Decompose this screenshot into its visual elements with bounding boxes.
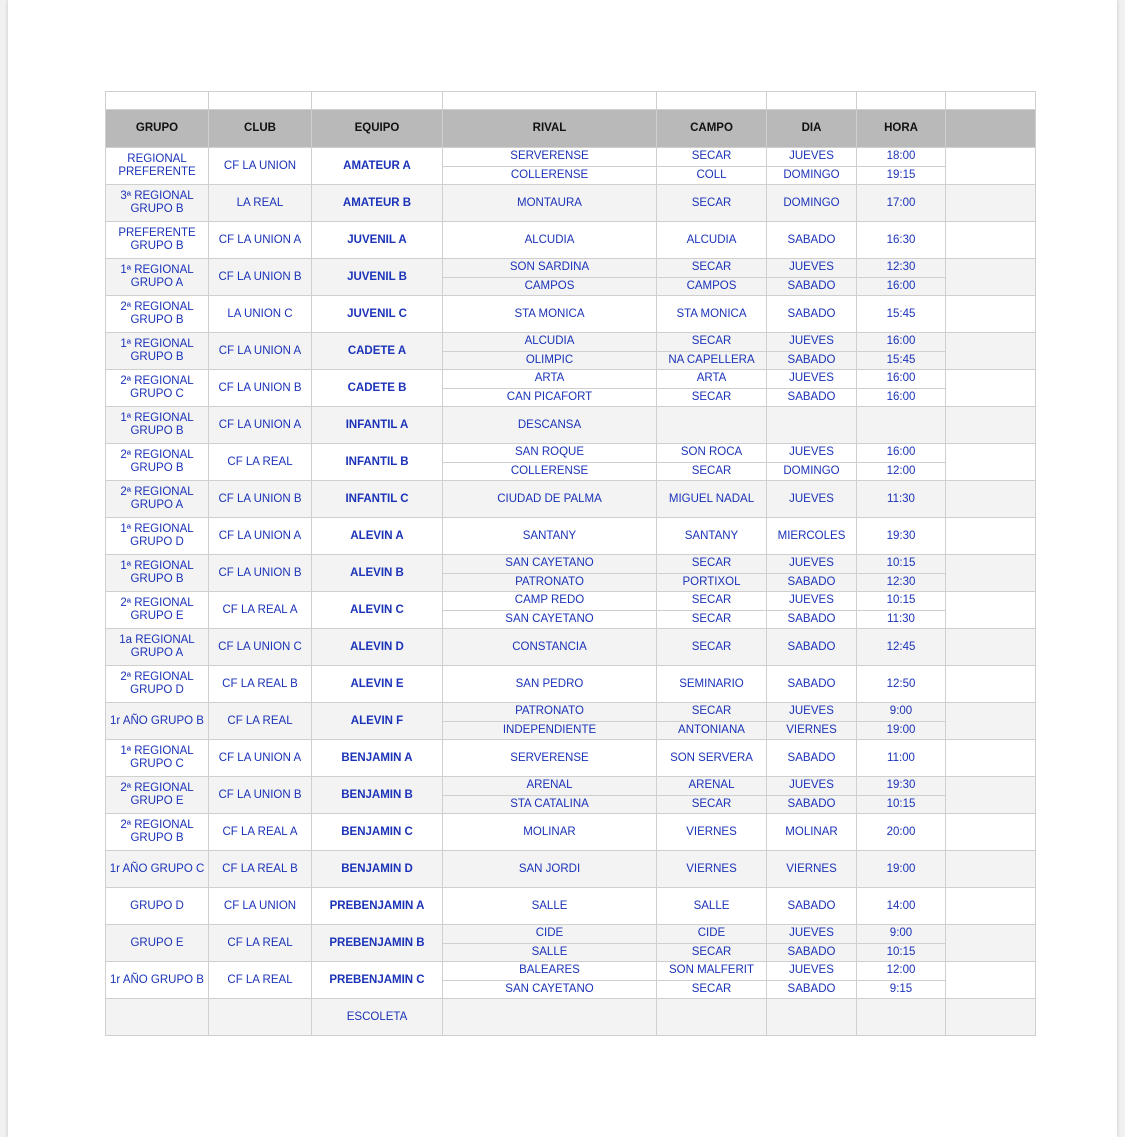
equipo-cell: CADETE A	[312, 333, 443, 370]
hora-cell: 11:30	[857, 481, 946, 518]
grupo-cell: 2ª REGIONAL GRUPO B	[106, 296, 209, 333]
dia-cell: JUEVES	[767, 703, 857, 722]
grupo-cell: 2ª REGIONAL GRUPO E	[106, 592, 209, 629]
equipo-cell: ALEVIN F	[312, 703, 443, 740]
blank-cell	[767, 92, 857, 110]
dia-cell: JUEVES	[767, 370, 857, 389]
blank-cell	[857, 999, 946, 1036]
equipo-cell: JUVENIL A	[312, 222, 443, 259]
campo-cell: MIGUEL NADAL	[657, 481, 767, 518]
rival-cell: BALEARES	[443, 962, 657, 981]
rival-cell: SAN PEDRO	[443, 666, 657, 703]
dia-cell: SABADO	[767, 629, 857, 666]
club-cell: CF LA UNION B	[209, 555, 312, 592]
dia-cell	[767, 407, 857, 444]
grupo-cell: 1a REGIONAL GRUPO A	[106, 629, 209, 666]
dia-cell: JUEVES	[767, 148, 857, 167]
equipo-cell: ALEVIN E	[312, 666, 443, 703]
grupo-cell: 2ª REGIONAL GRUPO D	[106, 666, 209, 703]
hora-cell: 9:00	[857, 925, 946, 944]
dia-cell: JUEVES	[767, 555, 857, 574]
club-cell: CF LA UNION A	[209, 407, 312, 444]
extra-cell	[946, 666, 1036, 703]
table-row	[106, 555, 1036, 574]
extra-cell	[946, 481, 1036, 518]
hora-cell: 19:15	[857, 166, 946, 185]
campo-cell: SECAR	[657, 592, 767, 611]
rival-cell: ARTA	[443, 370, 657, 389]
extra-cell	[946, 777, 1036, 814]
equipo-cell: ALEVIN B	[312, 555, 443, 592]
club-cell: CF LA REAL B	[209, 851, 312, 888]
dia-cell: VIERNES	[767, 851, 857, 888]
table-row	[106, 481, 1036, 518]
hora-cell: 10:15	[857, 795, 946, 814]
rival-cell: ALCUDIA	[443, 333, 657, 352]
rival-cell: ARENAL	[443, 777, 657, 796]
club-cell: CF LA UNION B	[209, 777, 312, 814]
club-cell: CF LA REAL	[209, 444, 312, 481]
hora-cell: 19:30	[857, 518, 946, 555]
rival-cell: INDEPENDIENTE	[443, 721, 657, 740]
table-row	[106, 518, 1036, 555]
campo-cell: SECAR	[657, 148, 767, 167]
table-row	[106, 444, 1036, 463]
dia-cell: JUEVES	[767, 333, 857, 352]
equipo-cell: ALEVIN D	[312, 629, 443, 666]
table-row	[106, 629, 1036, 666]
hora-cell: 11:30	[857, 610, 946, 629]
blank-cell	[767, 999, 857, 1036]
rival-cell: SAN CAYETANO	[443, 555, 657, 574]
club-cell: CF LA REAL A	[209, 592, 312, 629]
table-row	[106, 222, 1036, 259]
club-cell: CF LA UNION B	[209, 259, 312, 296]
rival-cell: CAN PICAFORT	[443, 388, 657, 407]
extra-cell	[946, 333, 1036, 370]
dia-cell: JUEVES	[767, 777, 857, 796]
equipo-cell: PREBENJAMIN B	[312, 925, 443, 962]
campo-cell: ALCUDIA	[657, 222, 767, 259]
equipo-cell: CADETE B	[312, 370, 443, 407]
rival-cell: CAMP REDO	[443, 592, 657, 611]
equipo-cell: JUVENIL B	[312, 259, 443, 296]
hora-cell: 15:45	[857, 296, 946, 333]
schedule-table	[105, 91, 1036, 1036]
rival-cell: SAN CAYETANO	[443, 980, 657, 999]
dia-cell: SABADO	[767, 351, 857, 370]
hora-cell: 10:15	[857, 555, 946, 574]
hora-cell: 19:00	[857, 851, 946, 888]
rival-cell: MONTAURA	[443, 185, 657, 222]
hora-cell: 16:00	[857, 370, 946, 389]
campo-cell: SECAR	[657, 980, 767, 999]
rival-cell: COLLERENSE	[443, 462, 657, 481]
grupo-cell: 1ª REGIONAL GRUPO B	[106, 407, 209, 444]
header-extra	[946, 110, 1036, 148]
rival-cell: SAN ROQUE	[443, 444, 657, 463]
hora-cell	[857, 407, 946, 444]
campo-cell: VIERNES	[657, 814, 767, 851]
table-row	[106, 592, 1036, 611]
club-cell: CF LA UNION C	[209, 629, 312, 666]
campo-cell: ARTA	[657, 370, 767, 389]
hora-cell: 18:00	[857, 148, 946, 167]
extra-cell	[946, 296, 1036, 333]
dia-cell: SABADO	[767, 222, 857, 259]
dia-cell: SABADO	[767, 795, 857, 814]
extra-cell	[946, 888, 1036, 925]
extra-cell	[946, 629, 1036, 666]
campo-cell: SECAR	[657, 333, 767, 352]
table-row	[106, 925, 1036, 944]
grupo-cell: 1r AÑO GRUPO C	[106, 851, 209, 888]
hora-cell: 16:00	[857, 277, 946, 296]
club-cell: CF LA REAL	[209, 925, 312, 962]
hora-cell: 12:50	[857, 666, 946, 703]
blank-cell	[443, 999, 657, 1036]
dia-cell: JUEVES	[767, 592, 857, 611]
blank-cell	[857, 92, 946, 110]
hora-cell: 16:00	[857, 444, 946, 463]
table-row	[106, 185, 1036, 222]
equipo-cell: BENJAMIN D	[312, 851, 443, 888]
equipo-cell: PREBENJAMIN C	[312, 962, 443, 999]
campo-cell: NA CAPELLERA	[657, 351, 767, 370]
rival-cell: COLLERENSE	[443, 166, 657, 185]
grupo-cell: PREFERENTE GRUPO B	[106, 222, 209, 259]
club-cell: LA UNION C	[209, 296, 312, 333]
campo-cell: SECAR	[657, 703, 767, 722]
equipo-cell: BENJAMIN A	[312, 740, 443, 777]
grupo-cell: GRUPO D	[106, 888, 209, 925]
equipo-cell: ALEVIN A	[312, 518, 443, 555]
rival-cell: CAMPOS	[443, 277, 657, 296]
rival-cell: CIUDAD DE PALMA	[443, 481, 657, 518]
campo-cell: SON MALFERIT	[657, 962, 767, 981]
table-row	[106, 148, 1036, 167]
equipo-cell: ALEVIN C	[312, 592, 443, 629]
extra-cell	[946, 222, 1036, 259]
extra-cell	[946, 148, 1036, 185]
club-cell: CF LA REAL	[209, 703, 312, 740]
equipo-cell: AMATEUR A	[312, 148, 443, 185]
club-cell: CF LA UNION A	[209, 518, 312, 555]
dia-cell: VIERNES	[767, 721, 857, 740]
extra-cell	[946, 851, 1036, 888]
campo-cell: SECAR	[657, 259, 767, 278]
club-cell: CF LA REAL B	[209, 666, 312, 703]
campo-cell: SECAR	[657, 610, 767, 629]
campo-cell: SECAR	[657, 629, 767, 666]
table-row	[106, 851, 1036, 888]
campo-cell: SECAR	[657, 795, 767, 814]
header-campo: CAMPO	[657, 110, 767, 148]
hora-cell: 9:15	[857, 980, 946, 999]
extra-cell	[946, 740, 1036, 777]
equipo-cell: INFANTIL B	[312, 444, 443, 481]
table-row	[106, 370, 1036, 389]
equipo-cell: INFANTIL C	[312, 481, 443, 518]
club-cell: CF LA REAL	[209, 962, 312, 999]
extra-cell	[946, 444, 1036, 481]
dia-cell: JUEVES	[767, 481, 857, 518]
table-row	[106, 296, 1036, 333]
grupo-cell: 1ª REGIONAL GRUPO B	[106, 555, 209, 592]
extra-cell	[946, 555, 1036, 592]
header-dia: DIA	[767, 110, 857, 148]
grupo-cell: 2ª REGIONAL GRUPO E	[106, 777, 209, 814]
hora-cell: 12:30	[857, 259, 946, 278]
table-row	[106, 740, 1036, 777]
hora-cell: 16:30	[857, 222, 946, 259]
hora-cell: 9:00	[857, 703, 946, 722]
extra-cell	[946, 592, 1036, 629]
grupo-cell: 2ª REGIONAL GRUPO C	[106, 370, 209, 407]
table-row	[106, 407, 1036, 444]
rival-cell: SAN JORDI	[443, 851, 657, 888]
header-rival: RIVAL	[443, 110, 657, 148]
hora-cell: 12:00	[857, 462, 946, 481]
campo-cell: ANTONIANA	[657, 721, 767, 740]
dia-cell: SABADO	[767, 388, 857, 407]
dia-cell: SABADO	[767, 666, 857, 703]
dia-cell: SABADO	[767, 277, 857, 296]
campo-cell: STA MONICA	[657, 296, 767, 333]
grupo-cell: 2ª REGIONAL GRUPO B	[106, 814, 209, 851]
rival-cell: CONSTANCIA	[443, 629, 657, 666]
table-row	[106, 888, 1036, 925]
rival-cell: PATRONATO	[443, 703, 657, 722]
dia-cell: SABADO	[767, 888, 857, 925]
campo-cell: SEMINARIO	[657, 666, 767, 703]
hora-cell: 11:00	[857, 740, 946, 777]
rival-cell: SALLE	[443, 888, 657, 925]
extra-cell	[946, 925, 1036, 962]
hora-cell: 16:00	[857, 333, 946, 352]
grupo-cell: 3ª REGIONAL GRUPO B	[106, 185, 209, 222]
hora-cell: 20:00	[857, 814, 946, 851]
campo-cell: SECAR	[657, 943, 767, 962]
dia-cell: SABADO	[767, 980, 857, 999]
extra-cell	[946, 407, 1036, 444]
club-cell: CF LA UNION A	[209, 333, 312, 370]
hora-cell: 12:45	[857, 629, 946, 666]
campo-cell: PORTIXOL	[657, 573, 767, 592]
blank-cell	[443, 92, 657, 110]
rival-cell: SERVERENSE	[443, 740, 657, 777]
club-cell: CF LA REAL A	[209, 814, 312, 851]
header-equipo: EQUIPO	[312, 110, 443, 148]
schedule-body	[106, 92, 1036, 1036]
grupo-cell: 2ª REGIONAL GRUPO B	[106, 444, 209, 481]
dia-cell: DOMINGO	[767, 462, 857, 481]
campo-cell: SALLE	[657, 888, 767, 925]
grupo-cell: 1r AÑO GRUPO B	[106, 962, 209, 999]
blank-cell	[657, 92, 767, 110]
dia-cell: JUEVES	[767, 962, 857, 981]
hora-cell: 17:00	[857, 185, 946, 222]
hora-cell: 14:00	[857, 888, 946, 925]
rival-cell: PATRONATO	[443, 573, 657, 592]
hora-cell: 15:45	[857, 351, 946, 370]
campo-cell: SON SERVERA	[657, 740, 767, 777]
header-row	[106, 110, 1036, 148]
campo-cell: SANTANY	[657, 518, 767, 555]
grupo-cell: REGIONAL PREFERENTE	[106, 148, 209, 185]
dia-cell: MOLINAR	[767, 814, 857, 851]
equipo-cell: AMATEUR B	[312, 185, 443, 222]
campo-cell: ARENAL	[657, 777, 767, 796]
dia-cell: MIERCOLES	[767, 518, 857, 555]
header-club: CLUB	[209, 110, 312, 148]
extra-cell	[946, 814, 1036, 851]
blank-cell	[106, 92, 209, 110]
campo-cell: SECAR	[657, 185, 767, 222]
dia-cell: JUEVES	[767, 444, 857, 463]
club-cell: CF LA UNION A	[209, 740, 312, 777]
club-cell: CF LA UNION B	[209, 481, 312, 518]
campo-cell: VIERNES	[657, 851, 767, 888]
equipo-cell: BENJAMIN C	[312, 814, 443, 851]
rival-cell: OLIMPIC	[443, 351, 657, 370]
campo-cell: SECAR	[657, 462, 767, 481]
grupo-cell: 2ª REGIONAL GRUPO A	[106, 481, 209, 518]
dia-cell: SABADO	[767, 943, 857, 962]
blank-cell	[946, 999, 1036, 1036]
extra-cell	[946, 259, 1036, 296]
club-cell: CF LA UNION	[209, 888, 312, 925]
blank-cell	[209, 999, 312, 1036]
club-cell: CF LA UNION	[209, 148, 312, 185]
blank-top-row	[106, 92, 1036, 110]
table-row	[106, 333, 1036, 352]
table-row	[106, 777, 1036, 796]
blank-cell	[657, 999, 767, 1036]
grupo-cell: GRUPO E	[106, 925, 209, 962]
campo-cell: SON ROCA	[657, 444, 767, 463]
grupo-cell: 1r AÑO GRUPO B	[106, 703, 209, 740]
rival-cell: STA CATALINA	[443, 795, 657, 814]
campo-cell: SECAR	[657, 388, 767, 407]
rival-cell: SALLE	[443, 943, 657, 962]
campo-cell	[657, 407, 767, 444]
grupo-cell: 1ª REGIONAL GRUPO D	[106, 518, 209, 555]
dia-cell: SABADO	[767, 740, 857, 777]
hora-cell: 10:15	[857, 592, 946, 611]
table-row	[106, 259, 1036, 278]
rival-cell: ALCUDIA	[443, 222, 657, 259]
equipo-cell: BENJAMIN B	[312, 777, 443, 814]
table-row	[106, 703, 1036, 722]
equipo-cell: PREBENJAMIN A	[312, 888, 443, 925]
dia-cell: SABADO	[767, 573, 857, 592]
equipo-cell: INFANTIL A	[312, 407, 443, 444]
blank-cell	[312, 92, 443, 110]
grupo-cell: 1ª REGIONAL GRUPO C	[106, 740, 209, 777]
extra-cell	[946, 185, 1036, 222]
hora-cell: 12:00	[857, 962, 946, 981]
club-cell: CF LA UNION A	[209, 222, 312, 259]
grupo-cell: 1ª REGIONAL GRUPO B	[106, 333, 209, 370]
club-cell: CF LA UNION B	[209, 370, 312, 407]
table-row	[106, 962, 1036, 981]
extra-cell	[946, 370, 1036, 407]
club-cell: LA REAL	[209, 185, 312, 222]
campo-cell: CAMPOS	[657, 277, 767, 296]
rival-cell: SON SARDINA	[443, 259, 657, 278]
extra-cell	[946, 518, 1036, 555]
rival-cell: SANTANY	[443, 518, 657, 555]
hora-cell: 10:15	[857, 943, 946, 962]
campo-cell: CIDE	[657, 925, 767, 944]
dia-cell: SABADO	[767, 610, 857, 629]
header-hora: HORA	[857, 110, 946, 148]
extra-cell	[946, 962, 1036, 999]
rival-cell: SERVERENSE	[443, 148, 657, 167]
rival-cell: SAN CAYETANO	[443, 610, 657, 629]
dia-cell: JUEVES	[767, 259, 857, 278]
rival-cell: CIDE	[443, 925, 657, 944]
footer-row	[106, 999, 1036, 1036]
extra-cell	[946, 703, 1036, 740]
hora-cell: 16:00	[857, 388, 946, 407]
hora-cell: 19:00	[857, 721, 946, 740]
table-row	[106, 814, 1036, 851]
dia-cell: DOMINGO	[767, 185, 857, 222]
footer-equipo-cell: ESCOLETA	[312, 999, 443, 1036]
dia-cell: JUEVES	[767, 925, 857, 944]
grupo-cell: 1ª REGIONAL GRUPO A	[106, 259, 209, 296]
dia-cell: SABADO	[767, 296, 857, 333]
campo-cell: COLL	[657, 166, 767, 185]
blank-cell	[946, 92, 1036, 110]
header-grupo: GRUPO	[106, 110, 209, 148]
hora-cell: 12:30	[857, 573, 946, 592]
blank-cell	[209, 92, 312, 110]
rival-cell: DESCANSA	[443, 407, 657, 444]
campo-cell: SECAR	[657, 555, 767, 574]
blank-cell	[106, 999, 209, 1036]
table-row	[106, 666, 1036, 703]
hora-cell: 19:30	[857, 777, 946, 796]
dia-cell: DOMINGO	[767, 166, 857, 185]
rival-cell: STA MONICA	[443, 296, 657, 333]
rival-cell: MOLINAR	[443, 814, 657, 851]
document-page	[8, 0, 1117, 1137]
equipo-cell: JUVENIL C	[312, 296, 443, 333]
